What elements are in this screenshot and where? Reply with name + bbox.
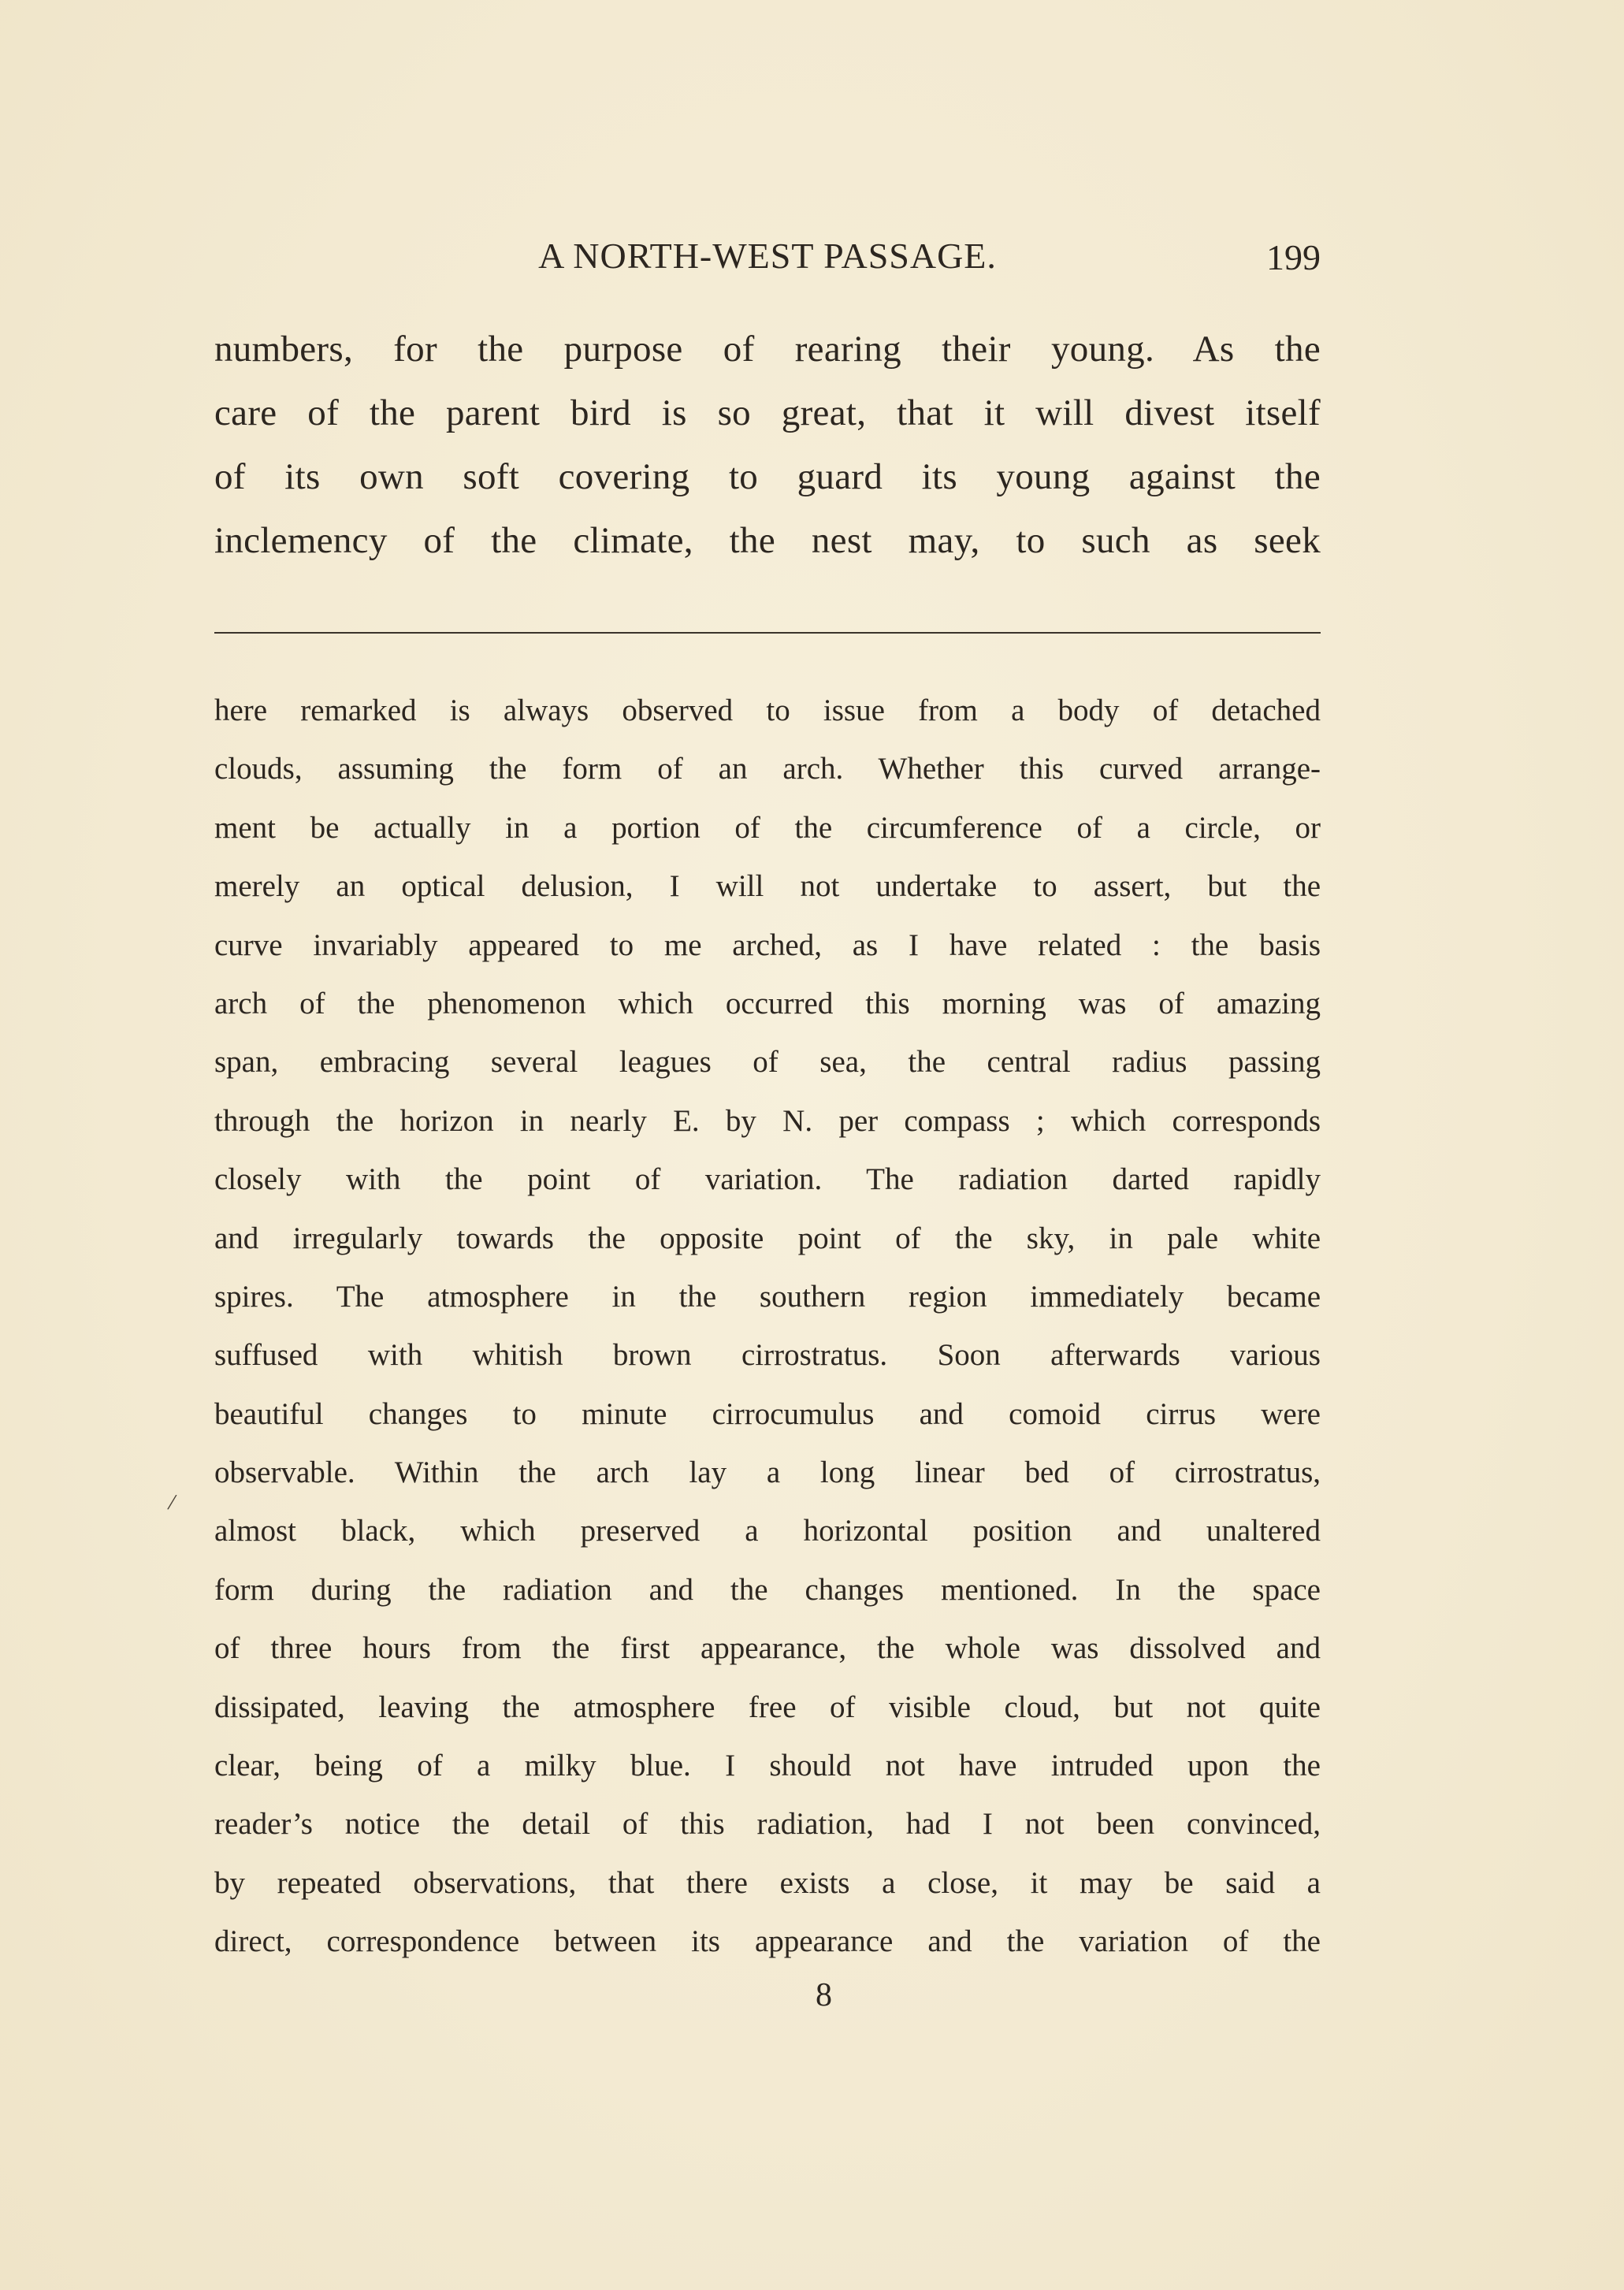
stray-margin-mark: / xyxy=(165,1489,178,1516)
footnote-line: curve invariably appeared to me arched, as I have related : the basis xyxy=(214,928,1321,962)
footnote-line: through the horizon in nearly E. by N. per compass ; which corresponds xyxy=(214,1103,1321,1138)
footnote-line: dissipated, leaving the atmosphere free of visible cloud, but not quite xyxy=(214,1690,1321,1724)
footnote-line: form during the radiation and the changes mentioned. In the space xyxy=(214,1572,1321,1607)
main-line: numbers, for the purpose of rearing their young. As the xyxy=(214,329,1321,370)
footnote-line: direct, correspondence between its appearance and the variation of the xyxy=(214,1924,1321,1959)
footnote-text xyxy=(214,682,1321,1972)
footnote-line: closely with the point of variation. The radiation darted rapidly xyxy=(214,1162,1321,1197)
main-text xyxy=(214,318,1321,573)
footnote-line: ment be actually in a portion of the circumference of a circle, or xyxy=(214,810,1321,845)
footnote-line: suffused with whitish brown cirrostratus. Soon afterwards various xyxy=(214,1338,1321,1373)
footnote-line: and irregularly towards the opposite point of the sky, in pale white xyxy=(214,1221,1321,1255)
footnote-line: span, embracing several leagues of sea, the central radius passing xyxy=(214,1045,1321,1080)
footnote-line: by repeated observations, that there exists a close, it may be said a xyxy=(214,1865,1321,1900)
footnote-line: spires. The atmosphere in the southern region immediately became xyxy=(214,1279,1321,1314)
footnote-line: reader’s notice the detail of this radiation, had I not been convinced, xyxy=(214,1807,1321,1842)
footnote-rule xyxy=(214,632,1321,634)
footnote-line: merely an optical delusion, I will not undertake to assert, but the xyxy=(214,869,1321,904)
main-line: of its own soft covering to guard its young against the xyxy=(214,456,1321,497)
footnote-line: of three hours from the first appearance, the whole was dissolved and xyxy=(214,1631,1321,1666)
footnote-line: observable. Within the arch lay a long linear bed of cirrostratus, xyxy=(214,1455,1321,1490)
main-line: care of the parent bird is so great, that it will divest itself xyxy=(214,392,1321,433)
running-title: A NORTH-WEST PASSAGE. xyxy=(538,236,997,276)
main-line: inclemency of the climate, the nest may, to such as seek xyxy=(214,520,1321,561)
footnote-line: here remarked is always observed to issue from a body of detached xyxy=(214,693,1321,727)
footnote-line: beautiful changes to minute cirrocumulus and comoid cirrus were xyxy=(214,1396,1321,1431)
page-number: 199 xyxy=(1266,237,1321,277)
footnote-line: clouds, assuming the form of an arch. Whether this curved arrange- xyxy=(214,752,1321,786)
footnote-line: arch of the phenomenon which occurred this morning was of amazing xyxy=(214,986,1321,1020)
footnote-line: almost black, which preserved a horizontal position and unaltered xyxy=(214,1514,1321,1548)
running-head xyxy=(214,235,1321,290)
footnote-line: clear, being of a milky blue. I should not have intruded upon the xyxy=(214,1749,1321,1783)
signature-mark: 8 xyxy=(816,1977,832,2013)
